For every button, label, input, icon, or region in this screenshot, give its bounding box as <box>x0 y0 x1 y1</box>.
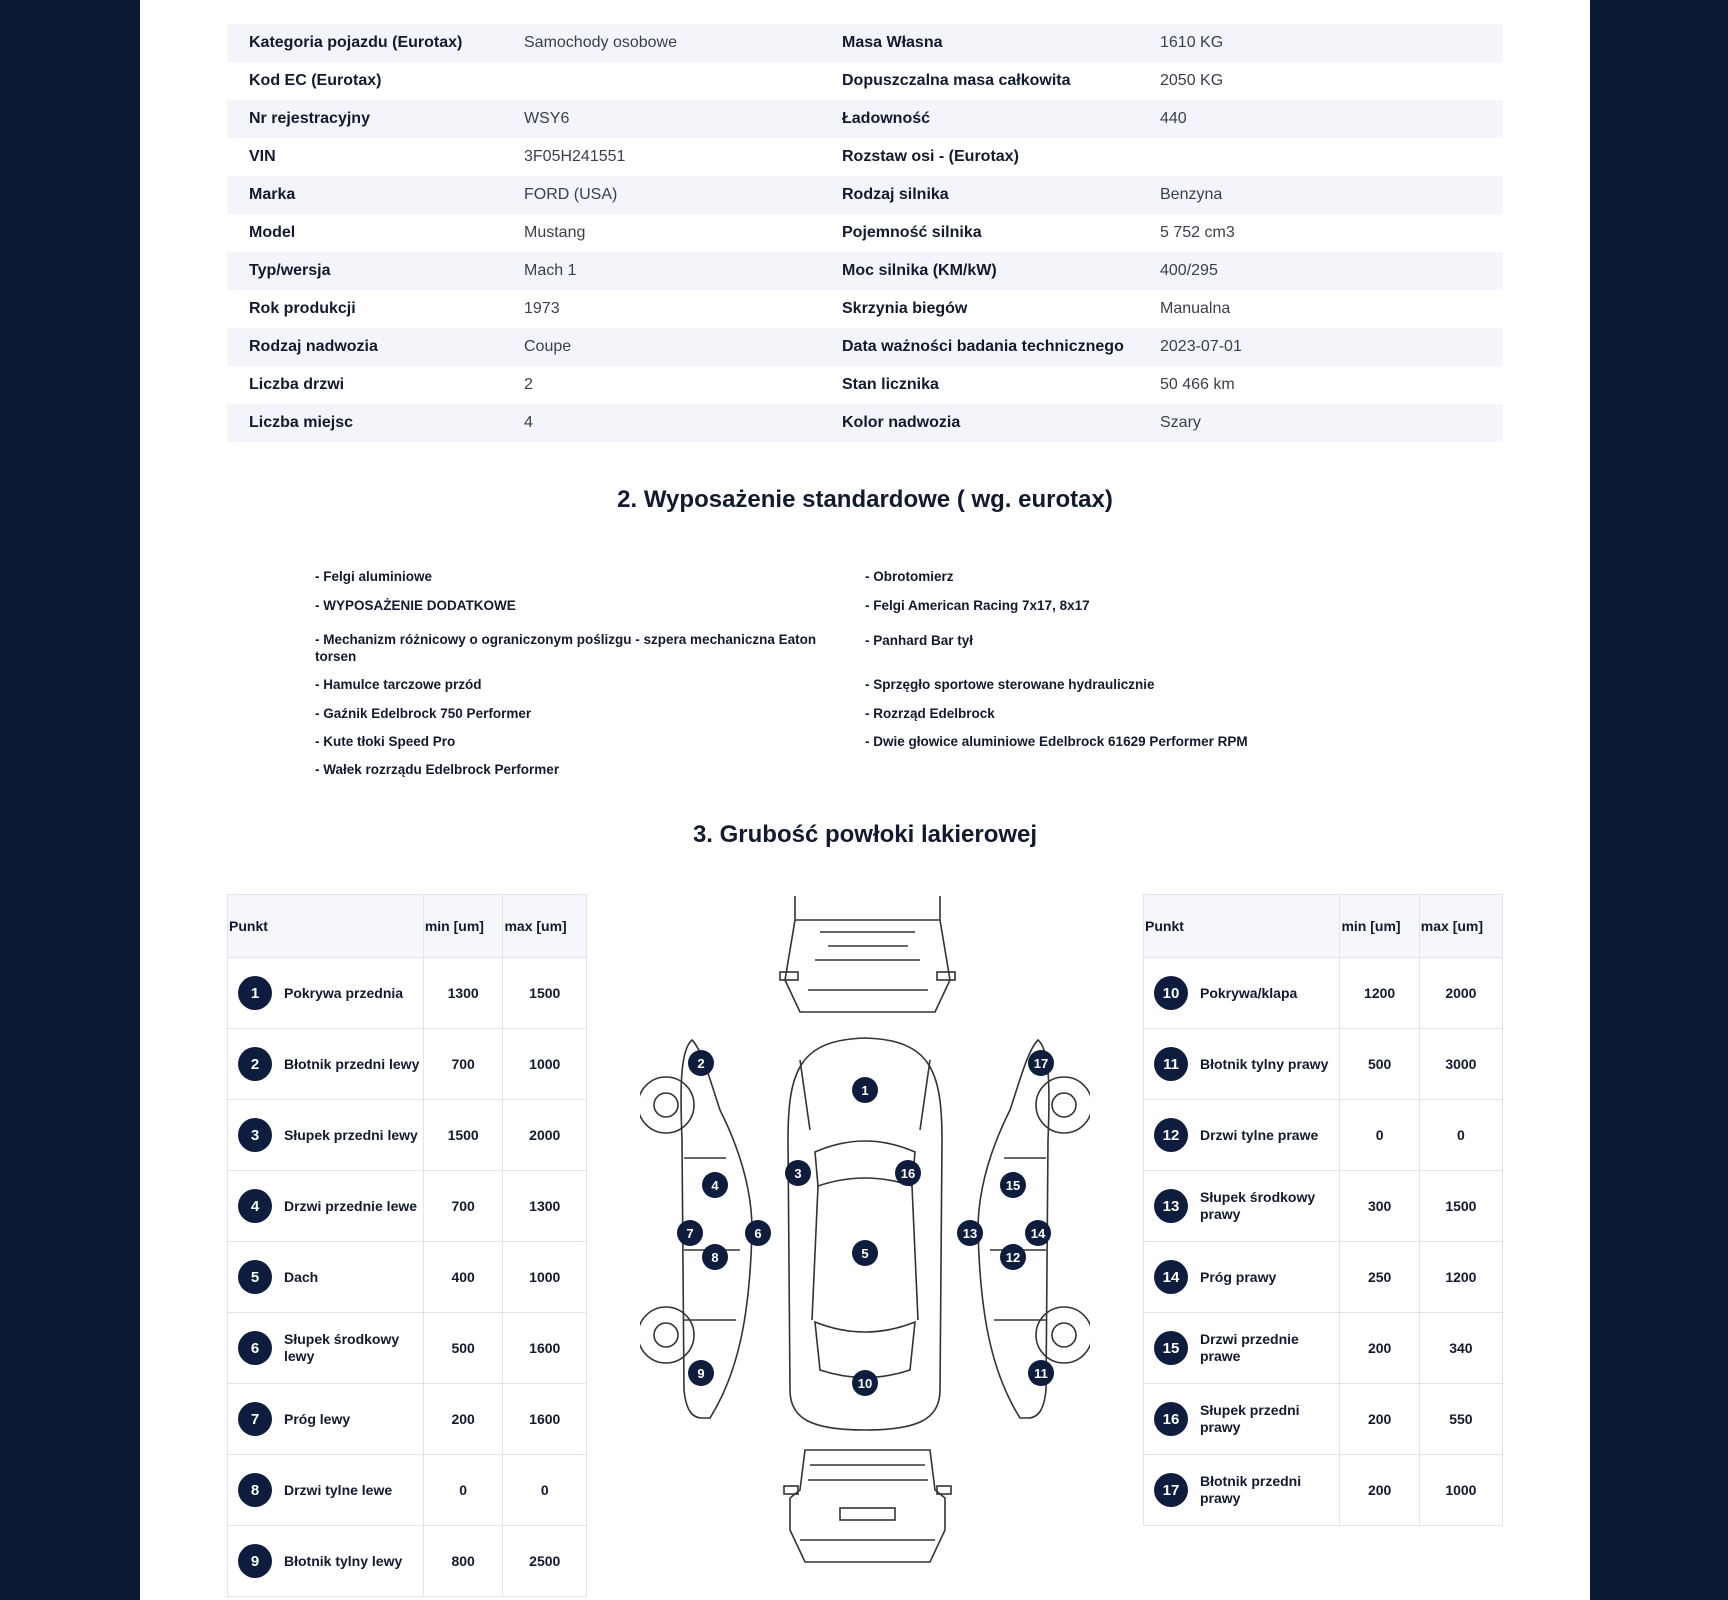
point-min-value: 0 <box>1340 1100 1419 1171</box>
point-name: Błotnik tylny prawy <box>1200 1055 1329 1072</box>
spec-label: Skrzynia biegów <box>842 300 968 317</box>
equipment-item: - Gaźnik Edelbrock 750 Performer <box>315 706 532 721</box>
point-min-value: 1500 <box>423 1100 503 1171</box>
header-min: min [um] <box>423 895 503 958</box>
table-row <box>1144 1242 1503 1313</box>
table-row <box>1144 1100 1503 1171</box>
spec-label: Rozstaw osi - (Eurotax) <box>842 148 1019 165</box>
point-min-value: 1200 <box>1340 958 1419 1029</box>
point-number-badge: 4 <box>238 1189 272 1223</box>
spec-value: Mustang <box>524 224 586 241</box>
point-min-value: 500 <box>1340 1029 1419 1100</box>
spec-value: Coupe <box>524 338 572 355</box>
spec-value: 1973 <box>524 300 560 317</box>
point-number-badge: 2 <box>238 1047 272 1081</box>
spec-value: WSY6 <box>524 110 570 127</box>
diagram-point-badge: 11 <box>1028 1360 1054 1386</box>
table-row <box>228 1455 587 1526</box>
point-name: Drzwi przednie lewe <box>284 1197 418 1214</box>
point-max-value: 550 <box>1419 1384 1502 1455</box>
diagram-point-badge: 15 <box>1000 1172 1026 1198</box>
spec-label: Kolor nadwozia <box>842 414 961 431</box>
point-name: Pokrywa/klapa <box>1200 984 1298 1001</box>
point-cell <box>228 1384 424 1455</box>
point-number-badge: 7 <box>238 1402 272 1436</box>
diagram-point-badge: 7 <box>677 1220 703 1246</box>
spec-label: Liczba miejsc <box>249 414 354 431</box>
equipment-item: - Hamulce tarczowe przód <box>315 677 482 692</box>
spec-row <box>227 290 1503 328</box>
diagram-point-badge: 2 <box>688 1050 714 1076</box>
spec-value: 2050 KG <box>1160 72 1224 89</box>
spec-value: 3F05H241551 <box>524 148 626 165</box>
point-cell <box>228 1313 424 1384</box>
table-row <box>1144 1455 1503 1526</box>
equipment-item: - Dwie głowice aluminiowe Edelbrock 61629 Performer RPM <box>865 734 1248 749</box>
table-row <box>1144 1313 1503 1384</box>
point-number-badge: 13 <box>1154 1189 1188 1223</box>
spec-row <box>227 100 1503 138</box>
spec-value: 1610 KG <box>1160 34 1224 51</box>
spec-value: 4 <box>524 414 533 431</box>
point-name: Słupek przedni prawy <box>1200 1402 1300 1435</box>
point-number-badge: 3 <box>238 1118 272 1152</box>
diagram-point-badge: 13 <box>957 1220 983 1246</box>
equipment-item: - Rozrząd Edelbrock <box>865 706 995 721</box>
car-outline-drawing <box>640 890 1090 1570</box>
spec-value: FORD (USA) <box>524 186 618 203</box>
spec-value: 2023-07-01 <box>1160 338 1242 355</box>
point-max-value: 1000 <box>1419 1455 1502 1526</box>
point-name: Drzwi tylne prawe <box>1200 1126 1319 1143</box>
diagram-point-badge: 1 <box>852 1077 878 1103</box>
spec-label: Data ważności badania technicznego <box>842 338 1124 355</box>
equipment-item: - Wałek rozrządu Edelbrock Performer <box>315 762 560 777</box>
point-max-value: 1000 <box>503 1029 587 1100</box>
point-min-value: 700 <box>423 1029 503 1100</box>
point-max-value: 2000 <box>503 1100 587 1171</box>
paint-table-right <box>1143 894 1503 1526</box>
point-cell <box>1144 1100 1340 1171</box>
point-max-value: 1600 <box>503 1313 587 1384</box>
header-point: Punkt <box>228 895 424 958</box>
point-name: Błotnik tylny lewy <box>284 1552 403 1569</box>
document-page <box>140 0 1590 1600</box>
spec-label: Rodzaj nadwozia <box>249 338 378 355</box>
spec-label: Dopuszczalna masa całkowita <box>842 72 1071 89</box>
point-max-value: 2500 <box>503 1526 587 1597</box>
point-name: Próg prawy <box>1200 1268 1277 1285</box>
point-min-value: 0 <box>423 1455 503 1526</box>
spec-label: Moc silnika (KM/kW) <box>842 262 997 279</box>
point-number-badge: 15 <box>1154 1331 1188 1365</box>
car-rear-view <box>784 1450 951 1562</box>
spec-row <box>227 214 1503 252</box>
diagram-point-badge: 16 <box>895 1160 921 1186</box>
spec-value: Samochody osobowe <box>524 34 677 51</box>
point-number-badge: 10 <box>1154 976 1188 1010</box>
point-number-badge: 11 <box>1154 1047 1188 1081</box>
equipment-item: - Panhard Bar tył <box>865 633 974 648</box>
point-max-value: 1500 <box>503 958 587 1029</box>
point-number-badge: 17 <box>1154 1473 1188 1507</box>
spec-value: 50 466 km <box>1160 376 1235 393</box>
point-max-value: 2000 <box>1419 958 1502 1029</box>
table-row <box>1144 958 1503 1029</box>
equipment-title: 2. Wyposażenie standardowe ( wg. eurotax) <box>617 486 1113 513</box>
point-number-badge: 12 <box>1154 1118 1188 1152</box>
point-cell <box>1144 1455 1340 1526</box>
point-name: Dach <box>284 1268 319 1285</box>
spec-value: Mach 1 <box>524 262 577 279</box>
diagram-point-badge: 17 <box>1028 1050 1054 1076</box>
equipment-item: - Sprzęgło sportowe sterowane hydraulicznie <box>865 677 1155 692</box>
table-row <box>228 1171 587 1242</box>
equipment-item: - Felgi American Racing 7x17, 8x17 <box>865 598 1090 613</box>
point-min-value: 200 <box>1340 1313 1419 1384</box>
paint-title: 3. Grubość powłoki lakierowej <box>692 821 1038 848</box>
point-cell <box>1144 958 1340 1029</box>
table-row <box>228 958 587 1029</box>
vehicle-spec-table <box>227 24 1503 442</box>
point-cell <box>1144 1313 1340 1384</box>
point-number-badge: 8 <box>238 1473 272 1507</box>
point-min-value: 200 <box>1340 1455 1419 1526</box>
spec-value: 440 <box>1160 110 1187 127</box>
spec-label: Kod EC (Eurotax) <box>249 72 382 89</box>
point-cell <box>228 1100 424 1171</box>
spec-label: Liczba drzwi <box>249 376 345 393</box>
equipment-item: - WYPOSAŻENIE DODATKOWE <box>315 598 516 613</box>
point-min-value: 700 <box>423 1171 503 1242</box>
point-max-value: 1200 <box>1419 1242 1502 1313</box>
point-cell <box>228 1171 424 1242</box>
spec-value: Benzyna <box>1160 186 1223 203</box>
spec-row <box>227 366 1503 404</box>
table-row <box>1144 1171 1503 1242</box>
spec-row <box>227 24 1503 62</box>
spec-row <box>227 252 1503 290</box>
point-cell <box>1144 1384 1340 1455</box>
diagram-point-badge: 9 <box>688 1360 714 1386</box>
spec-value <box>524 62 842 100</box>
spec-value: Manualna <box>1160 300 1231 317</box>
header-max: max [um] <box>1419 895 1502 958</box>
table-row <box>228 1384 587 1455</box>
header-max: max [um] <box>503 895 587 958</box>
point-cell <box>1144 1029 1340 1100</box>
spec-label: Ładowność <box>842 110 931 127</box>
point-max-value: 1300 <box>503 1171 587 1242</box>
point-cell <box>228 1242 424 1313</box>
point-number-badge: 5 <box>238 1260 272 1294</box>
equipment-item: - Mechanizm różnicowy o ograniczonym poślizgu - szpera mechaniczna Eaton torsen <box>315 632 817 664</box>
point-max-value: 1600 <box>503 1384 587 1455</box>
header-point: Punkt <box>1144 895 1340 958</box>
header-min: min [um] <box>1340 895 1419 958</box>
point-min-value: 1300 <box>423 958 503 1029</box>
spec-row <box>227 328 1503 366</box>
point-cell <box>1144 1171 1340 1242</box>
point-max-value: 1500 <box>1419 1171 1502 1242</box>
point-name: Słupek środkowy lewy <box>284 1331 400 1364</box>
table-row <box>1144 1384 1503 1455</box>
table-row <box>228 1100 587 1171</box>
spec-label: Rok produkcji <box>249 300 356 317</box>
point-name: Pokrywa przednia <box>284 984 404 1001</box>
spec-label: Rodzaj silnika <box>842 186 949 203</box>
point-min-value: 200 <box>1340 1384 1419 1455</box>
diagram-point-badge: 14 <box>1025 1220 1051 1246</box>
spec-row <box>227 62 1503 100</box>
diagram-point-badge: 10 <box>852 1370 878 1396</box>
diagram-point-badge: 5 <box>852 1240 878 1266</box>
point-max-value: 3000 <box>1419 1029 1502 1100</box>
point-max-value: 0 <box>503 1455 587 1526</box>
spec-value <box>1160 138 1503 176</box>
spec-label: Masa Własna <box>842 34 943 51</box>
point-number-badge: 6 <box>238 1331 272 1365</box>
point-min-value: 300 <box>1340 1171 1419 1242</box>
diagram-point-badge: 6 <box>745 1220 771 1246</box>
spec-label: Marka <box>249 186 296 203</box>
table-row <box>228 1526 587 1597</box>
point-min-value: 800 <box>423 1526 503 1597</box>
point-name: Drzwi przednie prawe <box>1200 1331 1299 1364</box>
spec-label: VIN <box>249 148 276 165</box>
spec-label: Pojemność silnika <box>842 224 982 241</box>
point-name: Błotnik przedni lewy <box>284 1055 420 1072</box>
table-row <box>228 1029 587 1100</box>
spec-label: Model <box>249 224 296 241</box>
spec-value: 2 <box>524 376 533 393</box>
car-diagram <box>640 890 1090 1570</box>
spec-label: Nr rejestracyjny <box>249 110 370 127</box>
point-cell <box>228 1029 424 1100</box>
point-min-value: 500 <box>423 1313 503 1384</box>
table-row <box>228 1313 587 1384</box>
point-name: Próg lewy <box>284 1410 351 1427</box>
point-min-value: 200 <box>423 1384 503 1455</box>
point-max-value: 1000 <box>503 1242 587 1313</box>
spec-row <box>227 176 1503 214</box>
equipment-item: - Felgi aluminiowe <box>315 569 433 584</box>
diagram-point-badge: 12 <box>1000 1244 1026 1270</box>
table-row <box>228 1242 587 1313</box>
point-number-badge: 9 <box>238 1544 272 1578</box>
point-number-badge: 16 <box>1154 1402 1188 1436</box>
point-cell <box>1144 1242 1340 1313</box>
point-name: Słupek środkowy prawy <box>1200 1189 1316 1222</box>
spec-value: 5 752 cm3 <box>1160 224 1235 241</box>
point-number-badge: 14 <box>1154 1260 1188 1294</box>
point-max-value: 340 <box>1419 1313 1502 1384</box>
point-name: Błotnik przedni prawy <box>1200 1473 1302 1506</box>
point-name: Słupek przedni lewy <box>284 1126 418 1143</box>
point-max-value: 0 <box>1419 1100 1502 1171</box>
spec-label: Stan licznika <box>842 376 939 393</box>
spec-label: Kategoria pojazdu (Eurotax) <box>249 34 463 51</box>
car-front-view <box>780 896 955 1012</box>
spec-row <box>227 404 1503 442</box>
diagram-point-badge: 8 <box>702 1244 728 1270</box>
point-cell <box>228 1526 424 1597</box>
spec-value: Szary <box>1160 414 1201 431</box>
point-min-value: 400 <box>423 1242 503 1313</box>
point-cell <box>228 1455 424 1526</box>
diagram-point-badge: 4 <box>702 1172 728 1198</box>
table-row <box>1144 1029 1503 1100</box>
equipment-item: - Kute tłoki Speed Pro <box>315 734 456 749</box>
diagram-point-badge: 3 <box>785 1160 811 1186</box>
point-name: Drzwi tylne lewe <box>284 1481 393 1498</box>
spec-label: Typ/wersja <box>249 262 331 279</box>
point-number-badge: 1 <box>238 976 272 1010</box>
equipment-item: - Obrotomierz <box>865 569 954 584</box>
paint-table-left <box>227 894 587 1597</box>
point-cell <box>228 958 424 1029</box>
spec-value: 400/295 <box>1160 262 1218 279</box>
point-min-value: 250 <box>1340 1242 1419 1313</box>
spec-row <box>227 138 1503 176</box>
